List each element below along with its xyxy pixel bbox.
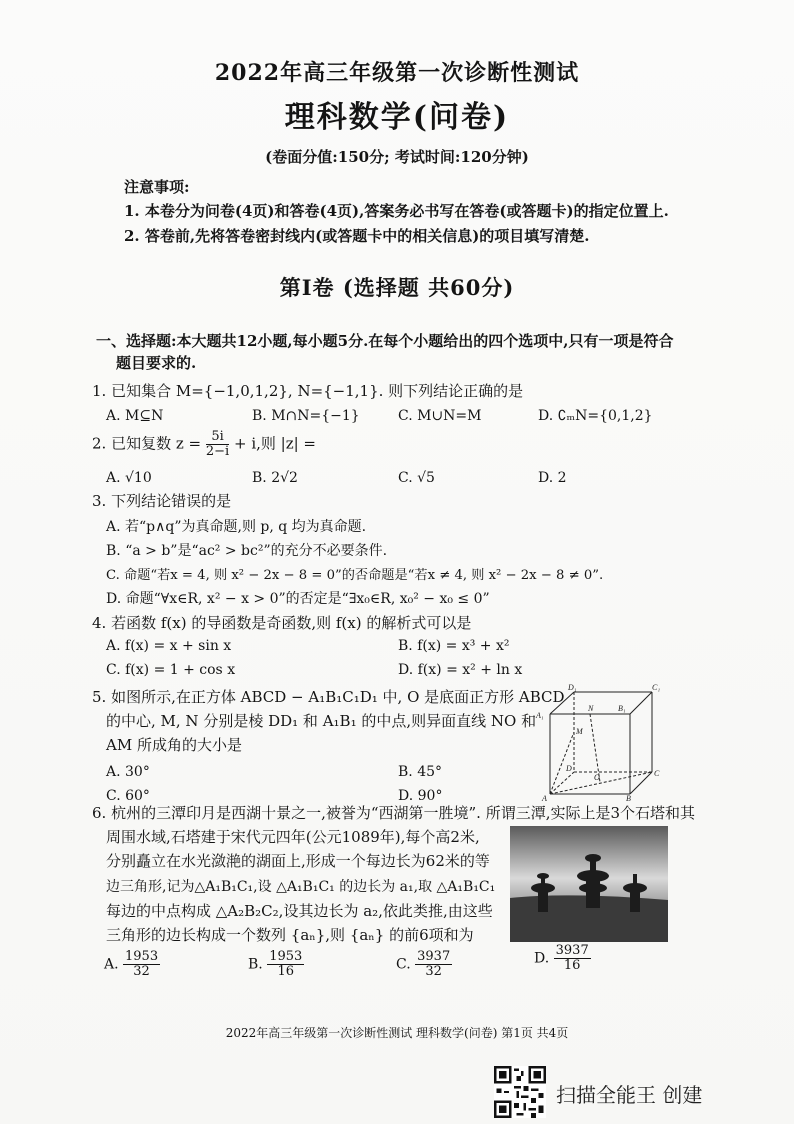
vertex-label-b: B xyxy=(626,794,631,802)
option-letter: B. xyxy=(248,956,263,973)
cube-figure xyxy=(534,684,666,802)
question-6-line-3: 分别矗立在水光潋滟的湖面上,形成一个每边长为62米的等 xyxy=(106,852,490,870)
fraction-numerator: 1953 xyxy=(125,949,159,964)
vertex-label-d: D xyxy=(566,764,572,773)
fraction-numerator: 1953 xyxy=(269,949,303,964)
notice-heading: 注意事项: xyxy=(124,178,190,196)
question-1-option-c: C. M∪N=M xyxy=(398,408,482,424)
qr-code xyxy=(494,1066,546,1118)
question-3-option-a: A. 若“p∧q”为真命题,则 p, q 均为真命题. xyxy=(106,519,367,535)
scanner-watermark: 扫描全能王 创建 xyxy=(556,1083,703,1107)
exam-title: 2022年高三年级第一次诊断性测试 xyxy=(214,60,580,86)
question-5-option-b: B. 45° xyxy=(398,764,443,780)
option-fraction xyxy=(123,950,160,979)
vertex-label-b1: B₁ xyxy=(618,704,626,713)
question-6-line-6: 三角形的边长构成一个数列 {aₙ},则 {aₙ} 的前6项和为 xyxy=(106,926,474,944)
question-3-stem: 3. 下列结论错误的是 xyxy=(92,492,232,510)
question-6-option-d xyxy=(534,944,591,973)
page-footer: 2022年高三年级第一次诊断性测试 理科数学(问卷) 第1页 共4页 xyxy=(225,1026,569,1040)
fraction-denominator: 32 xyxy=(425,964,442,979)
question-3-option-c: C. 命题“若x = 4, 则 x² − 2x − 8 = 0”的否命题是“若x ≠ 4, 则 x² − 2x − 8 ≠ 0”. xyxy=(106,568,604,583)
question-5-option-d: D. 90° xyxy=(398,788,443,804)
question-4-option-a: A. f(x) = x + sin x xyxy=(106,638,232,654)
question-6-line-4: 边三角形,记为△A₁B₁C₁,设 △A₁B₁C₁ 的边长为 a₁,取 △A₁B₁C₁ xyxy=(106,879,496,895)
notice-item-1: 1. 本卷分为问卷(4页)和答卷(4页),答案务必书写在答卷(或答题卡)的指定位置上. xyxy=(124,202,669,220)
subject-title: 理科数学(问卷) xyxy=(284,100,510,135)
question-5-line-1: 5. 如图所示,在正方体 ABCD − A₁B₁C₁D₁ 中, O 是底面正方形 ABCD xyxy=(92,688,565,706)
question-6-line-5: 每边的中点构成 △A₂B₂C₂,设其边长为 a₂,依此类推,由这些 xyxy=(106,902,493,920)
vertex-label-n: N xyxy=(588,704,594,713)
option-letter: A. xyxy=(104,956,119,973)
notice-item-2: 2. 答卷前,先将答卷密封线内(或答题卡中的相关信息)的项目填写清楚. xyxy=(124,227,590,245)
option-letter: D. xyxy=(534,950,550,967)
fraction-denominator: 32 xyxy=(133,964,150,979)
option-fraction xyxy=(267,950,304,979)
three-pools-photo xyxy=(510,826,668,942)
fraction-denominator: 16 xyxy=(563,958,581,973)
question-6-option-c xyxy=(396,950,452,979)
option-letter: C. xyxy=(396,956,411,973)
question-4-option-c: C. f(x) = 1 + cos x xyxy=(106,662,236,678)
vertex-label-m: M xyxy=(576,727,583,736)
question-6-line-2: 周围水域,石塔建于宋代元四年(公元1089年),每个高2米, xyxy=(106,828,480,846)
question-1-stem: 1. 已知集合 M={−1,0,1,2}, N={−1,1}. 则下列结论正确的是 xyxy=(92,382,524,400)
fraction-numerator: 5i xyxy=(206,430,229,445)
question-4-stem: 4. 若函数 f(x) 的导函数是奇函数,则 f(x) 的解析式可以是 xyxy=(92,614,472,632)
score-info: (卷面分值:150分; 考试时间:120分钟) xyxy=(265,148,529,166)
section-intro-line-2: 题目要求的. xyxy=(116,354,197,372)
vertex-label-a1: A₁ xyxy=(536,711,544,720)
question-1-option-a: A. M⊆N xyxy=(106,408,164,424)
question-5-line-3: AM 所成角的大小是 xyxy=(106,736,242,754)
question-2-option-a: A. √10 xyxy=(106,470,152,486)
fraction-numerator: 3937 xyxy=(555,943,589,958)
fraction-denominator: 16 xyxy=(277,964,295,979)
question-1-option-d: D. ∁ₘN={0,1,2} xyxy=(538,408,653,424)
question-5-option-c: C. 60° xyxy=(106,788,150,804)
option-fraction xyxy=(554,944,591,973)
question-2-option-d: D. 2 xyxy=(538,470,567,486)
question-2-fraction xyxy=(206,430,229,459)
question-6-line-1: 6. 杭州的三潭印月是西湖十景之一,被誉为“西湖第一胜境”. 所谓三潭,实际上是3个石塔和其 xyxy=(92,804,696,822)
question-3-option-d: D. 命题“∀x∈R, x² − x > 0”的否定是“∃x₀∈R, x₀² − x₀ ≤ 0” xyxy=(106,591,490,607)
question-5-option-a: A. 30° xyxy=(106,764,150,780)
section-title: 第Ⅰ卷 (选择题 共60分) xyxy=(279,275,515,300)
question-6-option-b xyxy=(248,950,304,979)
question-5-line-2: 的中心, M, N 分别是棱 DD₁ 和 A₁B₁ 的中点,则异面直线 NO 和 xyxy=(106,712,537,730)
question-2-option-b: B. 2√2 xyxy=(252,470,298,486)
fraction-denominator: 2−i xyxy=(205,444,230,459)
vertex-label-c: C xyxy=(654,769,660,778)
question-2-option-c: C. √5 xyxy=(398,470,435,486)
vertex-label-d1: D₁ xyxy=(568,684,577,692)
question-2-stem-post: + i,则 |z| = xyxy=(233,434,317,453)
question-2-stem xyxy=(92,430,316,459)
section-intro-line-1: 一、选择题:本大题共12小题,每小题5分.在每个小题给出的四个选项中,只有一项是符合 xyxy=(96,332,674,350)
question-6-option-a xyxy=(104,950,160,979)
question-1-option-b: B. M∩N={−1} xyxy=(252,408,360,424)
vertex-label-c1: C₁ xyxy=(652,684,661,692)
option-fraction xyxy=(415,950,452,979)
vertex-label-o: O xyxy=(594,773,600,782)
vertex-label-a: A xyxy=(542,794,547,802)
question-2-stem-pre: 2. 已知复数 z = xyxy=(92,434,202,453)
fraction-numerator: 3937 xyxy=(417,949,451,964)
question-3-option-b: B. “a > b”是“ac² > bc²”的充分不必要条件. xyxy=(106,543,388,559)
question-4-option-b: B. f(x) = x³ + x² xyxy=(398,638,510,654)
question-4-option-d: D. f(x) = x² + ln x xyxy=(398,662,523,678)
